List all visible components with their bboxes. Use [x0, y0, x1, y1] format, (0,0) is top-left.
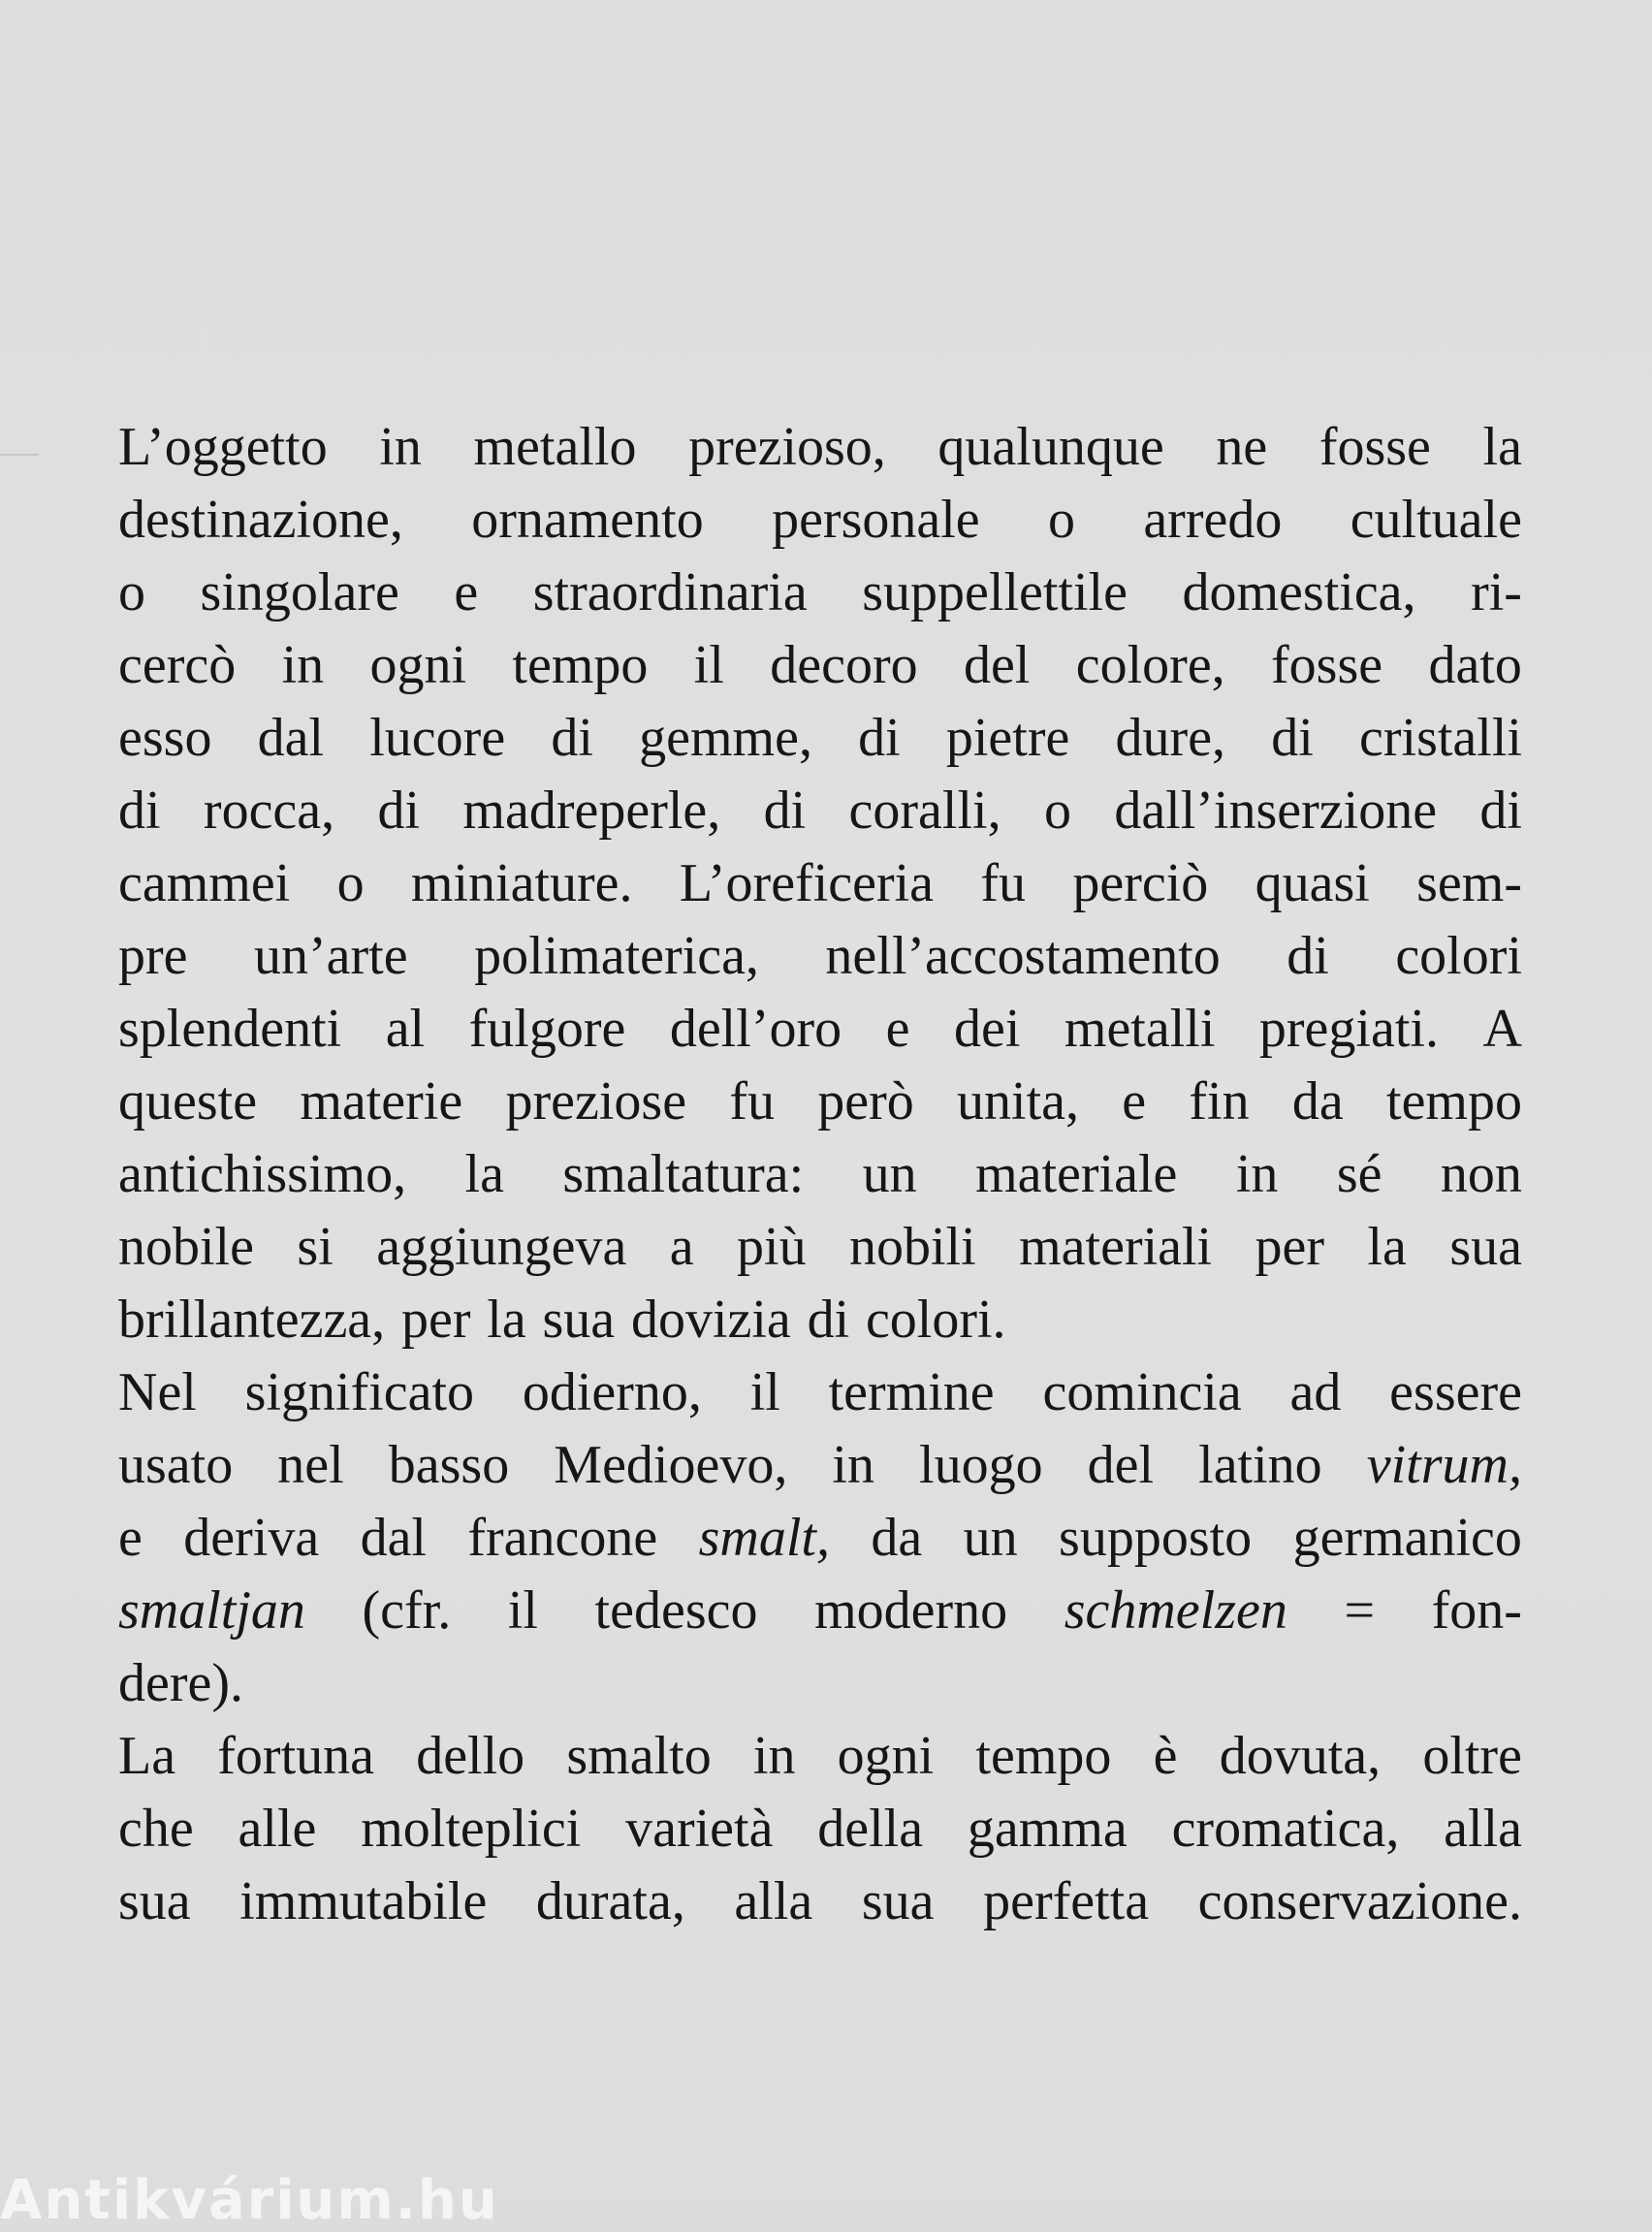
word: dovizia	[630, 1290, 791, 1350]
word: L’oreficeria	[679, 853, 935, 913]
word: fosse	[1271, 635, 1383, 695]
word: dall’inserzione	[1114, 781, 1438, 841]
word: sua	[1449, 1217, 1522, 1277]
word: pre	[118, 926, 188, 986]
word: al	[385, 999, 426, 1059]
word: varietà	[625, 1799, 774, 1859]
word: deriva	[183, 1508, 320, 1568]
word: essere	[1389, 1362, 1522, 1422]
word: aggiungeva	[376, 1217, 627, 1277]
text-line	[118, 1647, 1522, 1720]
word: un’arte	[254, 926, 408, 986]
word: fu	[980, 853, 1027, 913]
word: cercò	[118, 635, 237, 695]
word: vitrum,	[1366, 1435, 1522, 1495]
text-line	[118, 484, 1522, 557]
word: in	[752, 1726, 796, 1786]
word: o	[118, 562, 145, 622]
word: polimaterica,	[474, 926, 759, 986]
word: dell’oro	[669, 999, 842, 1059]
text-line	[118, 702, 1522, 775]
word: La	[118, 1726, 176, 1786]
word: alla	[1444, 1799, 1522, 1859]
word: di	[1479, 781, 1522, 841]
word: in	[281, 635, 325, 695]
word: fu	[729, 1071, 775, 1132]
word: rocca,	[203, 781, 335, 841]
word: della	[817, 1799, 924, 1859]
word: fosse	[1318, 417, 1431, 477]
word: sua	[542, 1290, 616, 1350]
word: metallo	[473, 417, 637, 477]
word: tempo	[975, 1726, 1112, 1786]
word: significato	[244, 1362, 475, 1422]
word: smaltjan	[118, 1580, 305, 1641]
word: dovuta,	[1219, 1726, 1382, 1786]
word: di	[118, 781, 161, 841]
word: tedesco	[594, 1580, 758, 1641]
margin-mark	[0, 454, 39, 456]
text-line	[118, 1865, 1522, 1938]
text-line	[118, 1575, 1522, 1647]
word: colore,	[1075, 635, 1225, 695]
word: smalt,	[698, 1508, 830, 1568]
word: germanico	[1292, 1508, 1522, 1568]
word: in	[832, 1435, 874, 1495]
watermark: Antikvárium.hu	[0, 2169, 499, 2232]
word: la	[1482, 417, 1522, 477]
word: nobili	[849, 1217, 976, 1277]
word: immutabile	[239, 1871, 488, 1931]
word: un	[963, 1508, 1018, 1568]
text-line	[118, 1429, 1522, 1502]
word: colori	[1395, 926, 1522, 986]
word: di	[807, 1290, 850, 1350]
word: queste	[118, 1071, 258, 1132]
word: schmelzen	[1064, 1580, 1287, 1641]
word: (cfr.	[362, 1580, 452, 1641]
word: A	[1482, 999, 1522, 1059]
word: termine	[828, 1362, 995, 1422]
word: supposto	[1059, 1508, 1253, 1568]
word: di	[551, 708, 593, 768]
word: ogni	[369, 635, 467, 695]
word: destinazione,	[118, 490, 403, 550]
word: cultuale	[1350, 490, 1522, 550]
word: e	[885, 999, 910, 1059]
word: è	[1153, 1726, 1178, 1786]
word: per	[400, 1290, 471, 1350]
word: prezioso,	[688, 417, 886, 477]
word: cristalli	[1359, 708, 1522, 768]
word: alle	[238, 1799, 317, 1859]
word: nell’accostamento	[825, 926, 1221, 986]
text-line	[118, 775, 1522, 847]
word: dal	[360, 1508, 427, 1568]
word: di	[858, 708, 901, 768]
word: preziose	[505, 1071, 687, 1132]
word: ogni	[837, 1726, 935, 1786]
word: però	[817, 1071, 914, 1132]
word: di	[1287, 926, 1329, 986]
word: o	[1043, 781, 1071, 841]
text-line	[118, 1356, 1522, 1429]
word: non	[1440, 1144, 1522, 1204]
word: conservazione.	[1197, 1871, 1522, 1931]
word: lucore	[369, 708, 506, 768]
text-line	[118, 1284, 1522, 1356]
word: il	[693, 635, 724, 695]
word: dato	[1428, 635, 1522, 695]
word: esso	[118, 708, 212, 768]
word: fon-	[1431, 1580, 1522, 1641]
word: sé	[1336, 1144, 1382, 1204]
word: domestica,	[1182, 562, 1416, 622]
word: il	[507, 1580, 538, 1641]
word: smaltatura:	[562, 1144, 805, 1204]
word: dal	[257, 708, 325, 768]
word: la	[464, 1144, 504, 1204]
text-line	[118, 993, 1522, 1066]
word: luogo	[919, 1435, 1043, 1495]
text-line	[118, 920, 1522, 993]
word: unita,	[957, 1071, 1080, 1132]
word: perciò	[1072, 853, 1209, 913]
word: metalli	[1064, 999, 1216, 1059]
word: dei	[953, 999, 1021, 1059]
word: =	[1344, 1580, 1376, 1641]
word: dere).	[118, 1653, 244, 1713]
word: sua	[861, 1871, 935, 1931]
word: più	[737, 1217, 807, 1277]
word: Nel	[118, 1362, 197, 1422]
word: cromatica,	[1171, 1799, 1400, 1859]
word: la	[487, 1290, 526, 1350]
word: da	[1291, 1071, 1344, 1132]
word: L’oggetto	[118, 417, 328, 477]
word: a	[669, 1217, 694, 1277]
text-line	[118, 1502, 1522, 1575]
text-line	[118, 557, 1522, 629]
word: molteplici	[361, 1799, 582, 1859]
word: di	[377, 781, 421, 841]
word: o	[336, 853, 365, 913]
word: tempo	[1386, 1071, 1522, 1132]
word: in	[379, 417, 422, 477]
word: Medioevo,	[554, 1435, 788, 1495]
word: dure,	[1115, 708, 1226, 768]
word: il	[749, 1362, 780, 1422]
body-text	[118, 411, 1522, 1938]
word: odierno,	[522, 1362, 702, 1422]
word: pregiati.	[1258, 999, 1439, 1059]
text-line	[118, 1138, 1522, 1211]
word: usato	[118, 1435, 234, 1495]
word: materiale	[975, 1144, 1178, 1204]
word: del	[1087, 1435, 1155, 1495]
word: arredo	[1143, 490, 1283, 550]
word: fortuna	[217, 1726, 374, 1786]
word: di	[763, 781, 807, 841]
text-line	[118, 1720, 1522, 1793]
word: dello	[416, 1726, 525, 1786]
word: gemme,	[639, 708, 812, 768]
word: nobile	[118, 1217, 254, 1277]
word: latino	[1198, 1435, 1322, 1495]
word: singolare	[200, 562, 399, 622]
word: suppellettile	[862, 562, 1128, 622]
word: materiali	[1019, 1217, 1213, 1277]
word: personale	[772, 490, 980, 550]
word: da	[871, 1508, 923, 1568]
word: e	[454, 562, 479, 622]
word: in	[1235, 1144, 1279, 1204]
word: ad	[1289, 1362, 1342, 1422]
text-line	[118, 411, 1522, 484]
word: francone	[467, 1508, 658, 1568]
word: comincia	[1042, 1362, 1242, 1422]
word: per	[1255, 1217, 1325, 1277]
word: basso	[388, 1435, 510, 1495]
word: splendenti	[118, 999, 342, 1059]
word: perfetta	[983, 1871, 1150, 1931]
word: sem-	[1416, 853, 1522, 913]
word: moderno	[814, 1580, 1008, 1641]
word: alla	[734, 1871, 813, 1931]
word: sua	[118, 1871, 191, 1931]
word: cammei	[118, 853, 291, 913]
text-line	[118, 1066, 1522, 1138]
word: qualunque	[937, 417, 1164, 477]
word: materie	[300, 1071, 463, 1132]
word: quasi	[1255, 853, 1370, 913]
word: un	[862, 1144, 917, 1204]
word: smalto	[566, 1726, 712, 1786]
word: oltre	[1422, 1726, 1522, 1786]
word: e	[118, 1508, 143, 1568]
word: gamma	[967, 1799, 1128, 1859]
word: brillantezza,	[118, 1290, 386, 1350]
word: straordinaria	[532, 562, 808, 622]
word: pietre	[945, 708, 1070, 768]
word: fulgore	[468, 999, 626, 1059]
text-line	[118, 1793, 1522, 1865]
word: e	[1122, 1071, 1147, 1132]
word: di	[1271, 708, 1314, 768]
word: nel	[277, 1435, 344, 1495]
word: colori.	[865, 1290, 1006, 1350]
word: o	[1047, 490, 1075, 550]
word: durata,	[535, 1871, 685, 1931]
text-line	[118, 1211, 1522, 1284]
word: decoro	[770, 635, 918, 695]
word: ne	[1216, 417, 1268, 477]
word: miniature.	[410, 853, 633, 913]
text-line	[118, 629, 1522, 702]
word: antichissimo,	[118, 1144, 407, 1204]
text-line	[118, 847, 1522, 920]
word: si	[297, 1217, 334, 1277]
word: coralli,	[848, 781, 1001, 841]
word: tempo	[512, 635, 649, 695]
word: che	[118, 1799, 194, 1859]
word: la	[1367, 1217, 1407, 1277]
word: fin	[1189, 1071, 1250, 1132]
word: madreperle,	[462, 781, 721, 841]
word: ri-	[1471, 562, 1522, 622]
word: del	[963, 635, 1031, 695]
word: ornamento	[471, 490, 704, 550]
